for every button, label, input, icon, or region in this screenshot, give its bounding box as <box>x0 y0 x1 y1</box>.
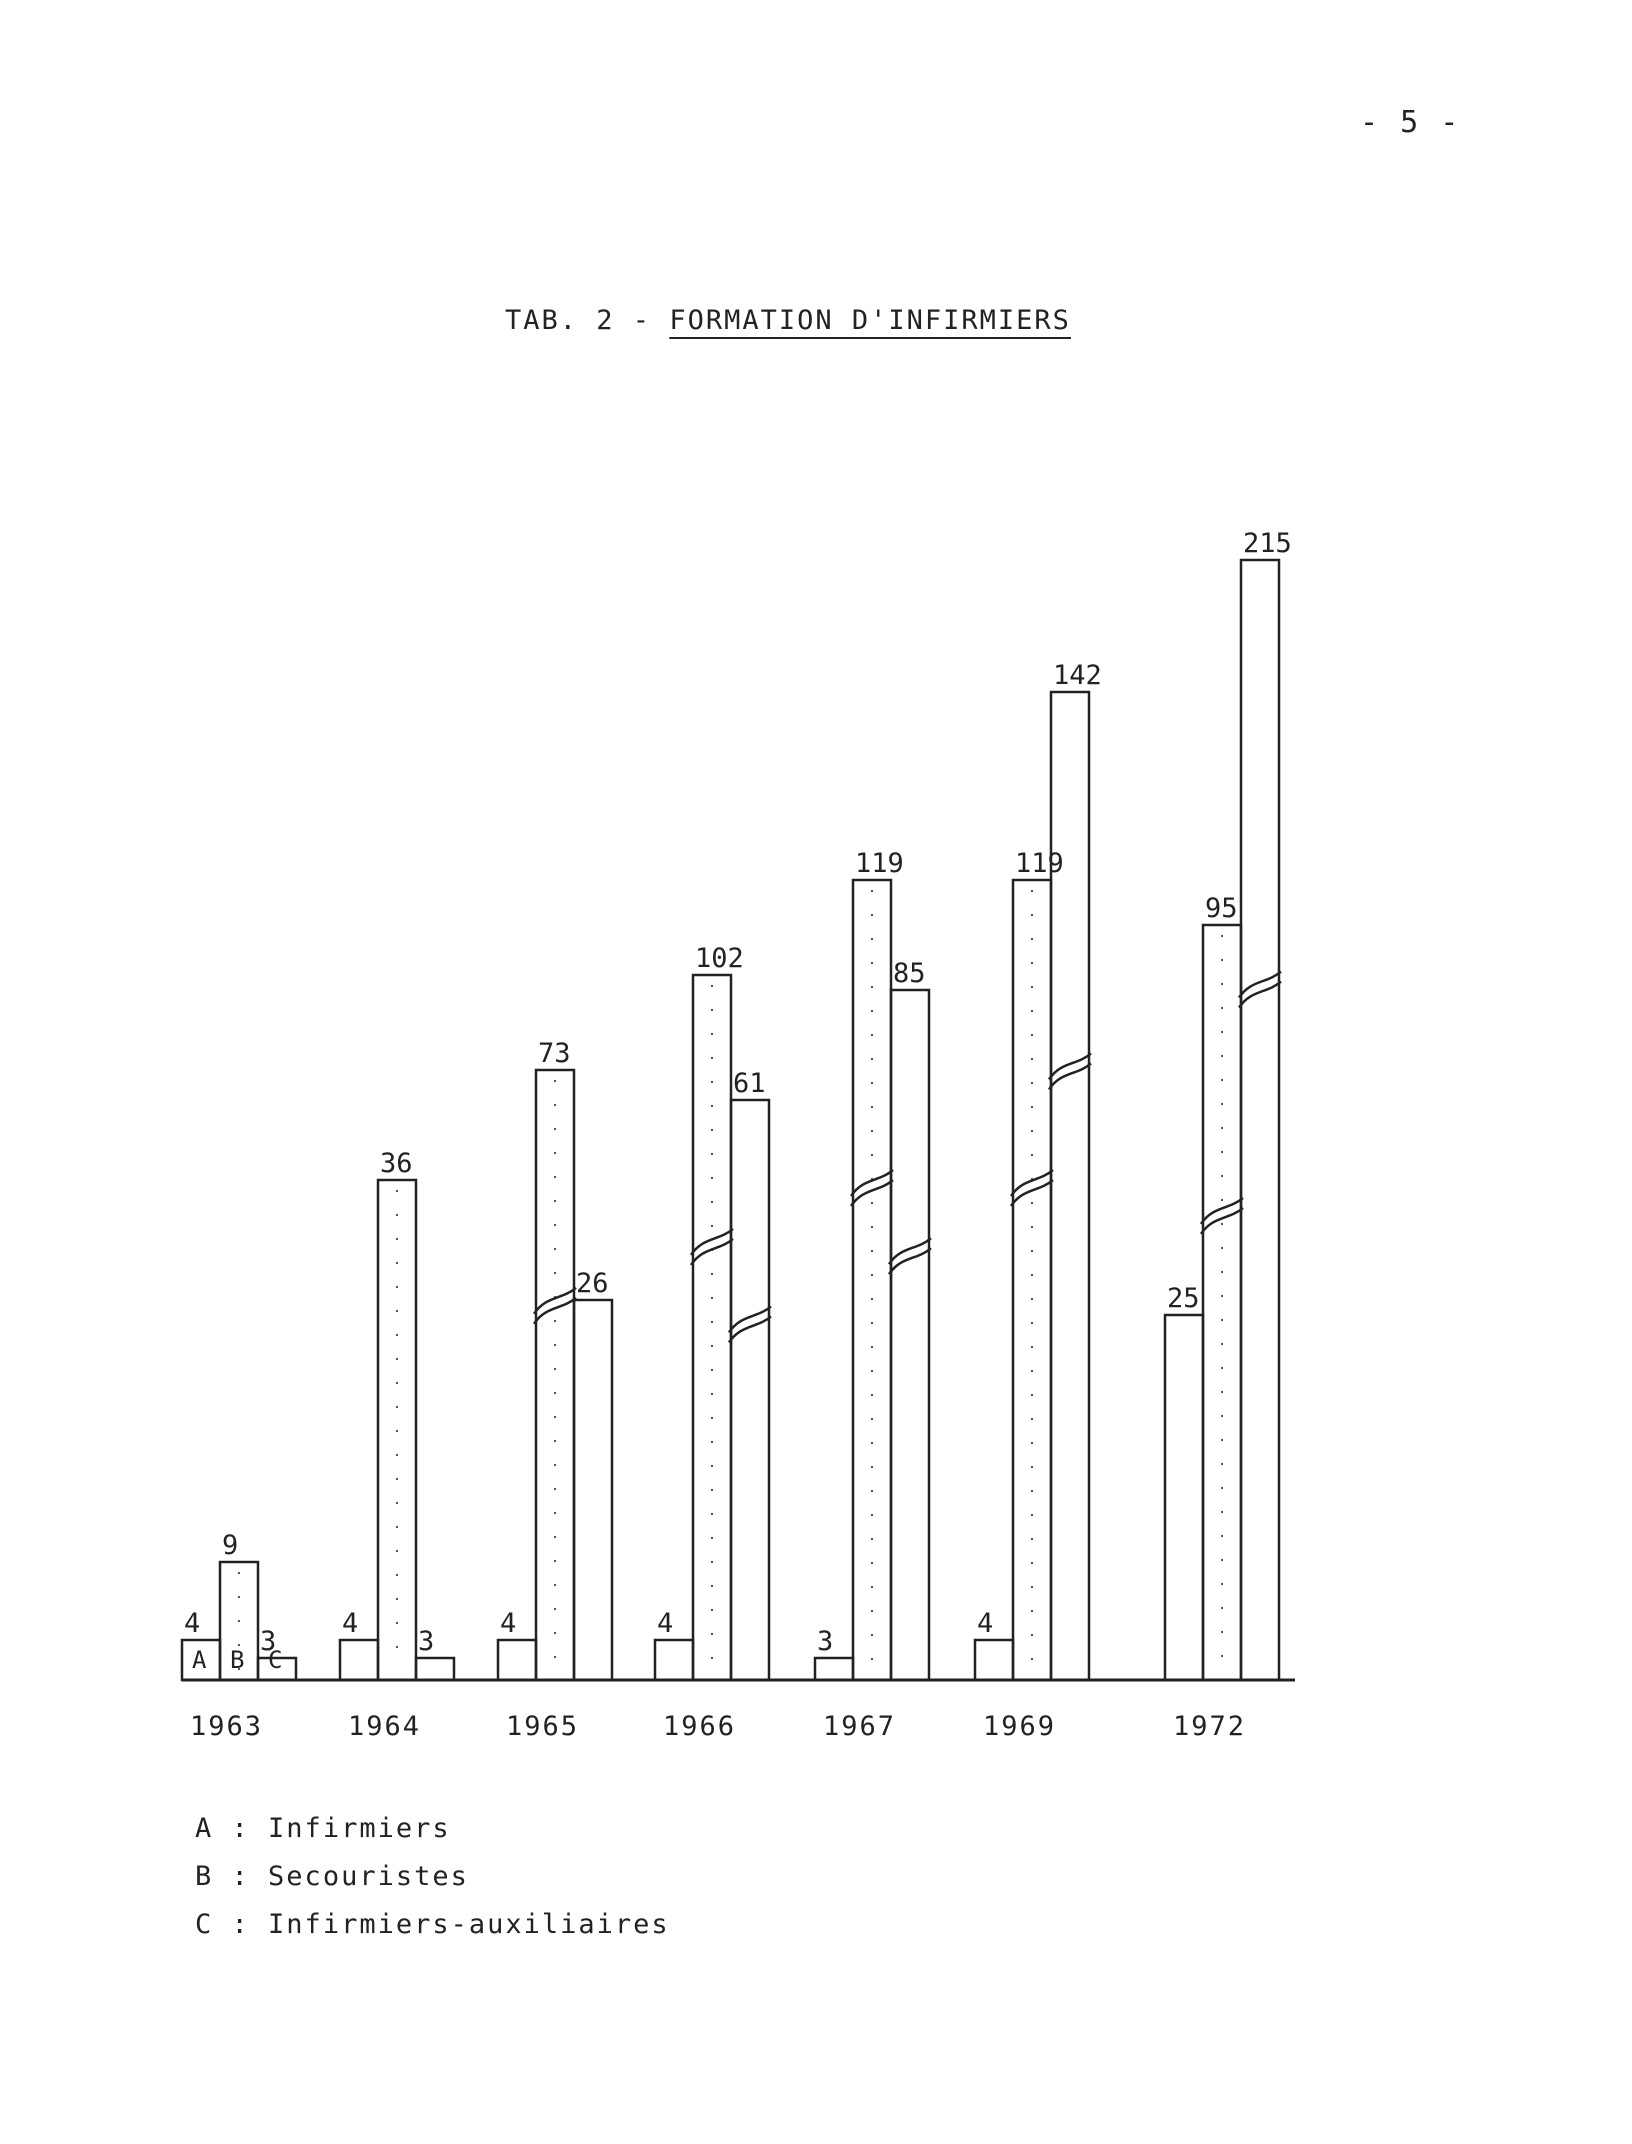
bar-value-label: 3 <box>260 1626 277 1657</box>
bar-value-label: 102 <box>695 943 744 974</box>
legend-label: Secouristes <box>268 1861 469 1892</box>
legend-key: A <box>195 1813 214 1844</box>
bar <box>891 990 929 1680</box>
bar <box>975 1640 1013 1680</box>
legend-label: Infirmiers <box>268 1813 451 1844</box>
bar-value-label: 4 <box>342 1608 359 1639</box>
title-main: FORMATION D'INFIRMIERS <box>669 305 1071 336</box>
axis-break-mark <box>889 1248 931 1274</box>
x-tick-label: 1965 <box>506 1711 580 1742</box>
bar-value-label: 4 <box>184 1608 201 1639</box>
bar-series-letter: A <box>192 1646 207 1674</box>
bar <box>655 1640 693 1680</box>
x-tick-label: 1964 <box>348 1711 422 1742</box>
bar-value-label: 61 <box>733 1068 766 1099</box>
bar <box>574 1300 612 1680</box>
bar-value-label: 4 <box>977 1608 994 1639</box>
legend-item-c <box>195 1901 670 1949</box>
legend-item-a <box>195 1805 670 1853</box>
legend-sep: : <box>213 1909 269 1940</box>
bar-value-label: 95 <box>1205 893 1238 924</box>
axis-break-mark <box>729 1316 771 1342</box>
legend-sep: : <box>213 1813 269 1844</box>
bar-value-label: 3 <box>817 1626 834 1657</box>
bar <box>340 1640 378 1680</box>
bar-value-label: 4 <box>657 1608 674 1639</box>
bar-value-label: 4 <box>500 1608 517 1639</box>
bar <box>731 1100 769 1680</box>
bar <box>1203 925 1241 1680</box>
axis-break-mark <box>1239 982 1281 1008</box>
bar-series-letter: B <box>230 1646 245 1674</box>
axis-break-mark <box>691 1239 733 1265</box>
x-tick-label: 1963 <box>190 1711 264 1742</box>
bar-value-label: 25 <box>1167 1283 1200 1314</box>
bar <box>815 1658 853 1680</box>
x-tick-label: 1969 <box>983 1711 1057 1742</box>
bar-value-label: 26 <box>576 1268 609 1299</box>
bar-value-label: 119 <box>1015 848 1064 879</box>
bar-value-label: 9 <box>222 1530 239 1561</box>
bar <box>498 1640 536 1680</box>
bar-value-label: 3 <box>418 1626 435 1657</box>
bar <box>853 880 891 1680</box>
bar-value-label: 215 <box>1243 528 1292 559</box>
bar-value-label: 119 <box>855 848 904 879</box>
legend-label: Infirmiers-auxiliaires <box>268 1909 670 1940</box>
bar <box>416 1658 454 1680</box>
bar <box>1013 880 1051 1680</box>
legend-item-b <box>195 1853 670 1901</box>
bar-series-letter: C <box>268 1646 283 1674</box>
axis-break-mark <box>1049 1063 1091 1089</box>
legend <box>195 1805 670 1949</box>
bar <box>536 1070 574 1680</box>
x-tick-label: 1967 <box>823 1711 897 1742</box>
x-tick-label: 1966 <box>663 1711 737 1742</box>
legend-key: C <box>195 1909 214 1940</box>
bar-value-label: 73 <box>538 1038 571 1069</box>
page-number: - 5 - <box>1360 105 1461 140</box>
bar-value-label: 36 <box>380 1148 413 1179</box>
x-tick-label: 1972 <box>1173 1711 1247 1742</box>
bar-value-label: 142 <box>1053 660 1102 691</box>
title-prefix: TAB. 2 - <box>505 305 670 336</box>
bar <box>1165 1315 1203 1680</box>
bar <box>693 975 731 1680</box>
bar-value-label: 85 <box>893 958 926 989</box>
legend-key: B <box>195 1861 214 1892</box>
axis-break-mark <box>534 1298 576 1324</box>
bar <box>1051 692 1089 1680</box>
axis-break-mark <box>1201 1208 1243 1234</box>
bar <box>1241 560 1279 1680</box>
legend-sep: : <box>213 1861 269 1892</box>
